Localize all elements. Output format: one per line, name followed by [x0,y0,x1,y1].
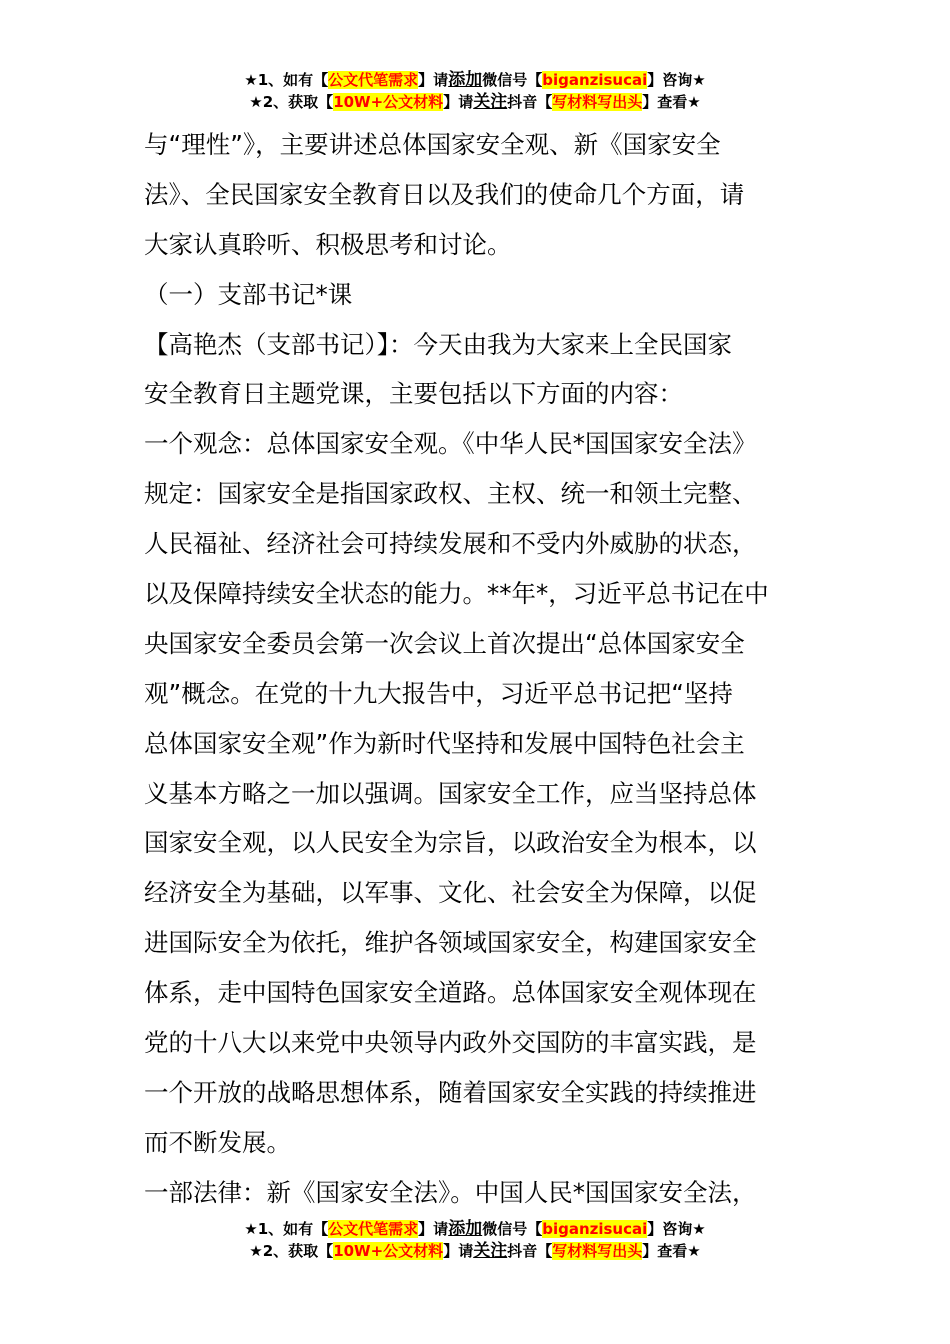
banner-text: 抖音【 [507,1242,553,1260]
body-line: 而不断发展。 [144,1127,291,1157]
banner-line-2 [0,1240,950,1262]
body-line: 安全教育日主题党课，主要包括以下方面的内容： [144,379,683,409]
banner-text: 微信号【 [482,71,543,89]
banner-text: 】请 [418,1220,449,1238]
banner-text: 】咨询★ [647,71,706,89]
materials-highlight: 10W+公文材料 [333,1242,444,1260]
service-highlight: 公文代笔需求 [328,71,419,89]
banner-text: 】咨询★ [647,1220,706,1238]
douyin-highlight: 写材料写出头 [552,1242,643,1260]
footer-banner [0,1218,950,1262]
banner-text: ★1、如有【 [244,71,329,89]
header-banner [0,69,950,113]
body-line: 体系，走中国特色国家安全道路。总体国家安全观体现在 [144,978,757,1008]
banner-text: ★1、如有【 [244,1220,329,1238]
body-line: 大家认真聆听、积极思考和讨论。 [144,229,512,259]
materials-highlight: 10W+公文材料 [333,93,444,111]
banner-line-1 [0,1218,950,1240]
banner-text: 】请 [443,1242,474,1260]
body-line: 党的十八大以来党中央领导内政外交国防的丰富实践，是 [144,1028,757,1058]
body-line: 央国家安全委员会第一次会议上首次提出“总体国家安全 [144,628,745,658]
body-line: 与“理性”》，主要讲述总体国家安全观、新《国家安全 [144,130,721,159]
body-line: 经济安全为基础，以军事、文化、社会安全为保障，以促 [144,878,757,908]
body-line: 进国际安全为依托，维护各领域国家安全，构建国家安全 [144,928,757,958]
body-line: 【高艳杰（支部书记）】：今天由我为大家来上全民国家 [144,329,732,359]
follow-emphasis: 关注 [473,1241,508,1261]
wechat-id-highlight: biganzisucai [542,1220,648,1238]
banner-text: ★2、获取【 [249,1242,334,1260]
banner-text: 】请 [443,93,474,111]
banner-text: 】查看★ [642,1242,701,1260]
body-line: 一部法律：新《国家安全法》。中国人民*国国家安全法， [144,1177,757,1207]
banner-text: 微信号【 [482,1220,543,1238]
banner-line-1 [0,69,950,91]
service-highlight: 公文代笔需求 [328,1220,419,1238]
document-body [144,120,809,1218]
body-line: 观”概念。在党的十九大报告中，习近平总书记把“坚持 [144,678,733,708]
douyin-highlight: 写材料写出头 [552,93,643,111]
body-line: 一个观念：总体国家安全观。《中华人民*国国家安全法》 [144,429,757,459]
body-line: 总体国家安全观”作为新时代坚持和发展中国特色社会主 [144,728,745,758]
add-emphasis: 添加 [448,1219,483,1239]
body-line: 规定：国家安全是指国家政权、主权、统一和领土完整、 [144,479,757,509]
body-line: 以及保障持续安全状态的能力。**年*，习近平总书记在中 [144,579,769,609]
banner-text: 】请 [418,71,449,89]
banner-text: 抖音【 [507,93,553,111]
follow-emphasis: 关注 [473,92,508,112]
body-line: 国家安全观，以人民安全为宗旨，以政治安全为根本，以 [144,828,757,858]
wechat-id-highlight: biganzisucai [542,71,648,89]
body-line: 法》、全民国家安全教育日以及我们的使命几个方面，请 [144,179,745,209]
banner-text: 】查看★ [642,93,701,111]
body-line: 一个开放的战略思想体系，随着国家安全实践的持续推进 [144,1077,757,1107]
body-line: 义基本方略之一加以强调。国家安全工作，应当坚持总体 [144,778,757,808]
body-line: 人民福祉、经济社会可持续发展和不受内外威胁的状态， [144,529,757,559]
banner-line-2 [0,91,950,113]
banner-text: ★2、获取【 [249,93,334,111]
add-emphasis: 添加 [448,70,483,90]
section-heading: （一）支部书记*课 [144,279,353,309]
